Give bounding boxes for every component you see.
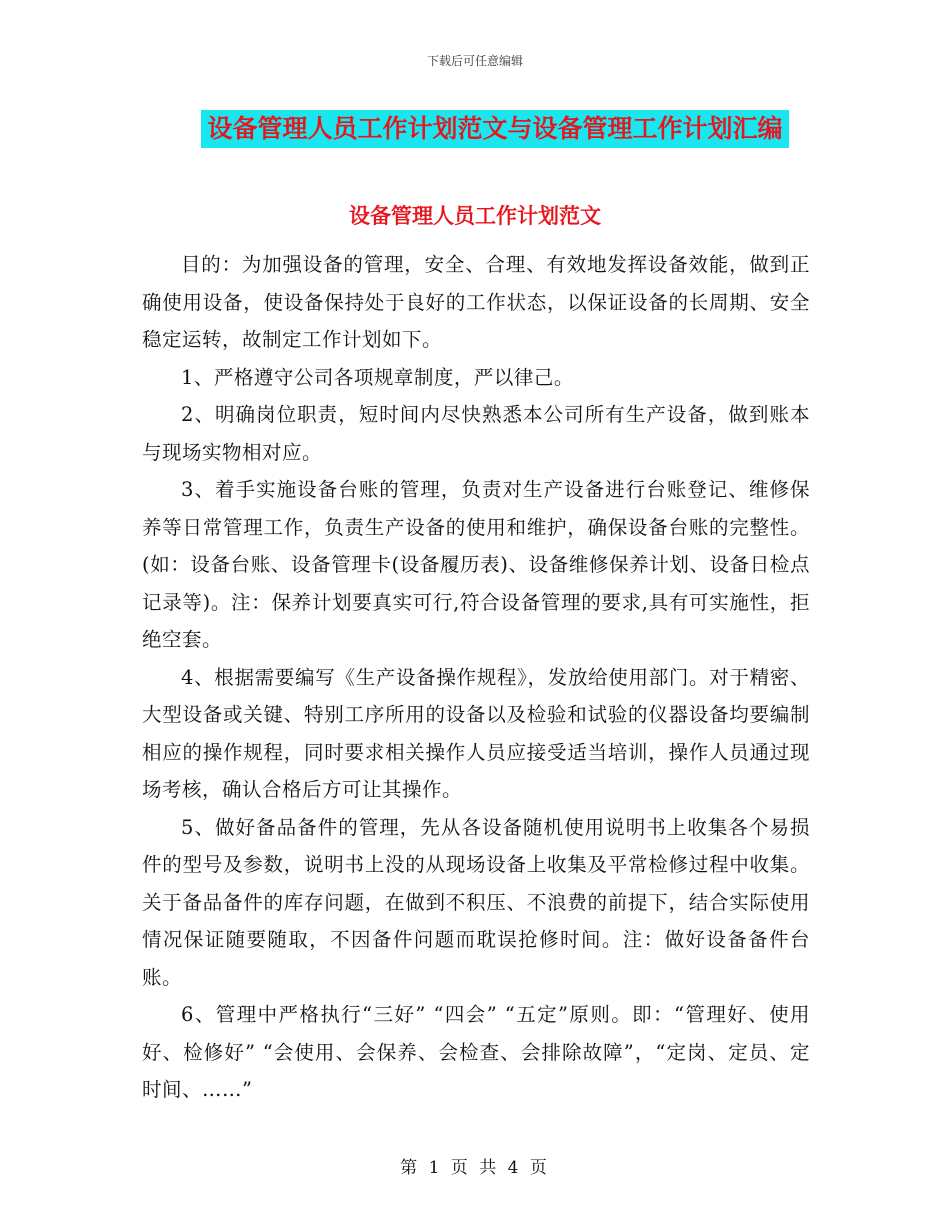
paragraph-item-5: 5、做好备品备件的管理，先从各设备随机使用说明书上收集各个易损件的型号及参数，说明书上没的从现场设备上收集及平常检修过程中收集。关于备品备件的库存问题，在做到不积压、不浪费的前提下，结合实际使用情况保证随要随取，不因备件问题而耽误抢修时间。注：做好设备备件台账。: [142, 815, 810, 989]
main-title: 设备管理人员工作计划范文与设备管理工作计划汇编: [201, 110, 788, 148]
paragraph-item-4: 4、根据需要编写《生产设备操作规程》，发放给使用部门。对于精密、大型设备或关键、特别工序所用的设备以及检验和试验的仪器设备均要编制相应的操作规程，同时要求相关操作人员应接受适当培训，操作人员通过现场考核，确认合格后方可让其操作。: [142, 665, 810, 801]
section-title: 设备管理人员工作计划范文: [349, 204, 601, 228]
paragraph-item-3: 3、着手实施设备台账的管理，负责对生产设备进行台账登记、维修保养等日常管理工作，负责生产设备的使用和维护，确保设备台账的完整性。(如：设备台账、设备管理卡(设备履历表)、设备维修保养计划、设备日检点记录等)。注：保养计划要真实可行,符合设备管理的要求,具有可实施性，拒绝空套。: [142, 478, 810, 651]
document-body: [142, 246, 810, 1109]
page-header-note: 下载后可任意编辑: [426, 54, 523, 68]
paragraph-item-1: 1、严格遵守公司各项规章制度，严以律己。: [181, 365, 574, 389]
paragraph-purpose: 目的：为加强设备的管理，安全、合理、有效地发挥设备效能，做到正确使用设备，使设备保持处于良好的工作状态，以保证设备的长周期、安全稳定运转，故制定工作计划如下。: [142, 253, 810, 351]
main-title-container: [0, 110, 950, 148]
page-number-footer: 第 1 页 共 4 页: [400, 1158, 550, 1178]
paragraph-item-6: 6、管理中严格执行“三好” “四会” “五定”原则。即：“管理好、使用好、检修好” “会使用、会保养、会检查、会排除故障”，“定岗、定员、定时间、……”: [142, 1003, 810, 1101]
paragraph-item-2: 2、明确岗位职责，短时间内尽快熟悉本公司所有生产设备，做到账本与现场实物相对应。: [142, 403, 810, 464]
